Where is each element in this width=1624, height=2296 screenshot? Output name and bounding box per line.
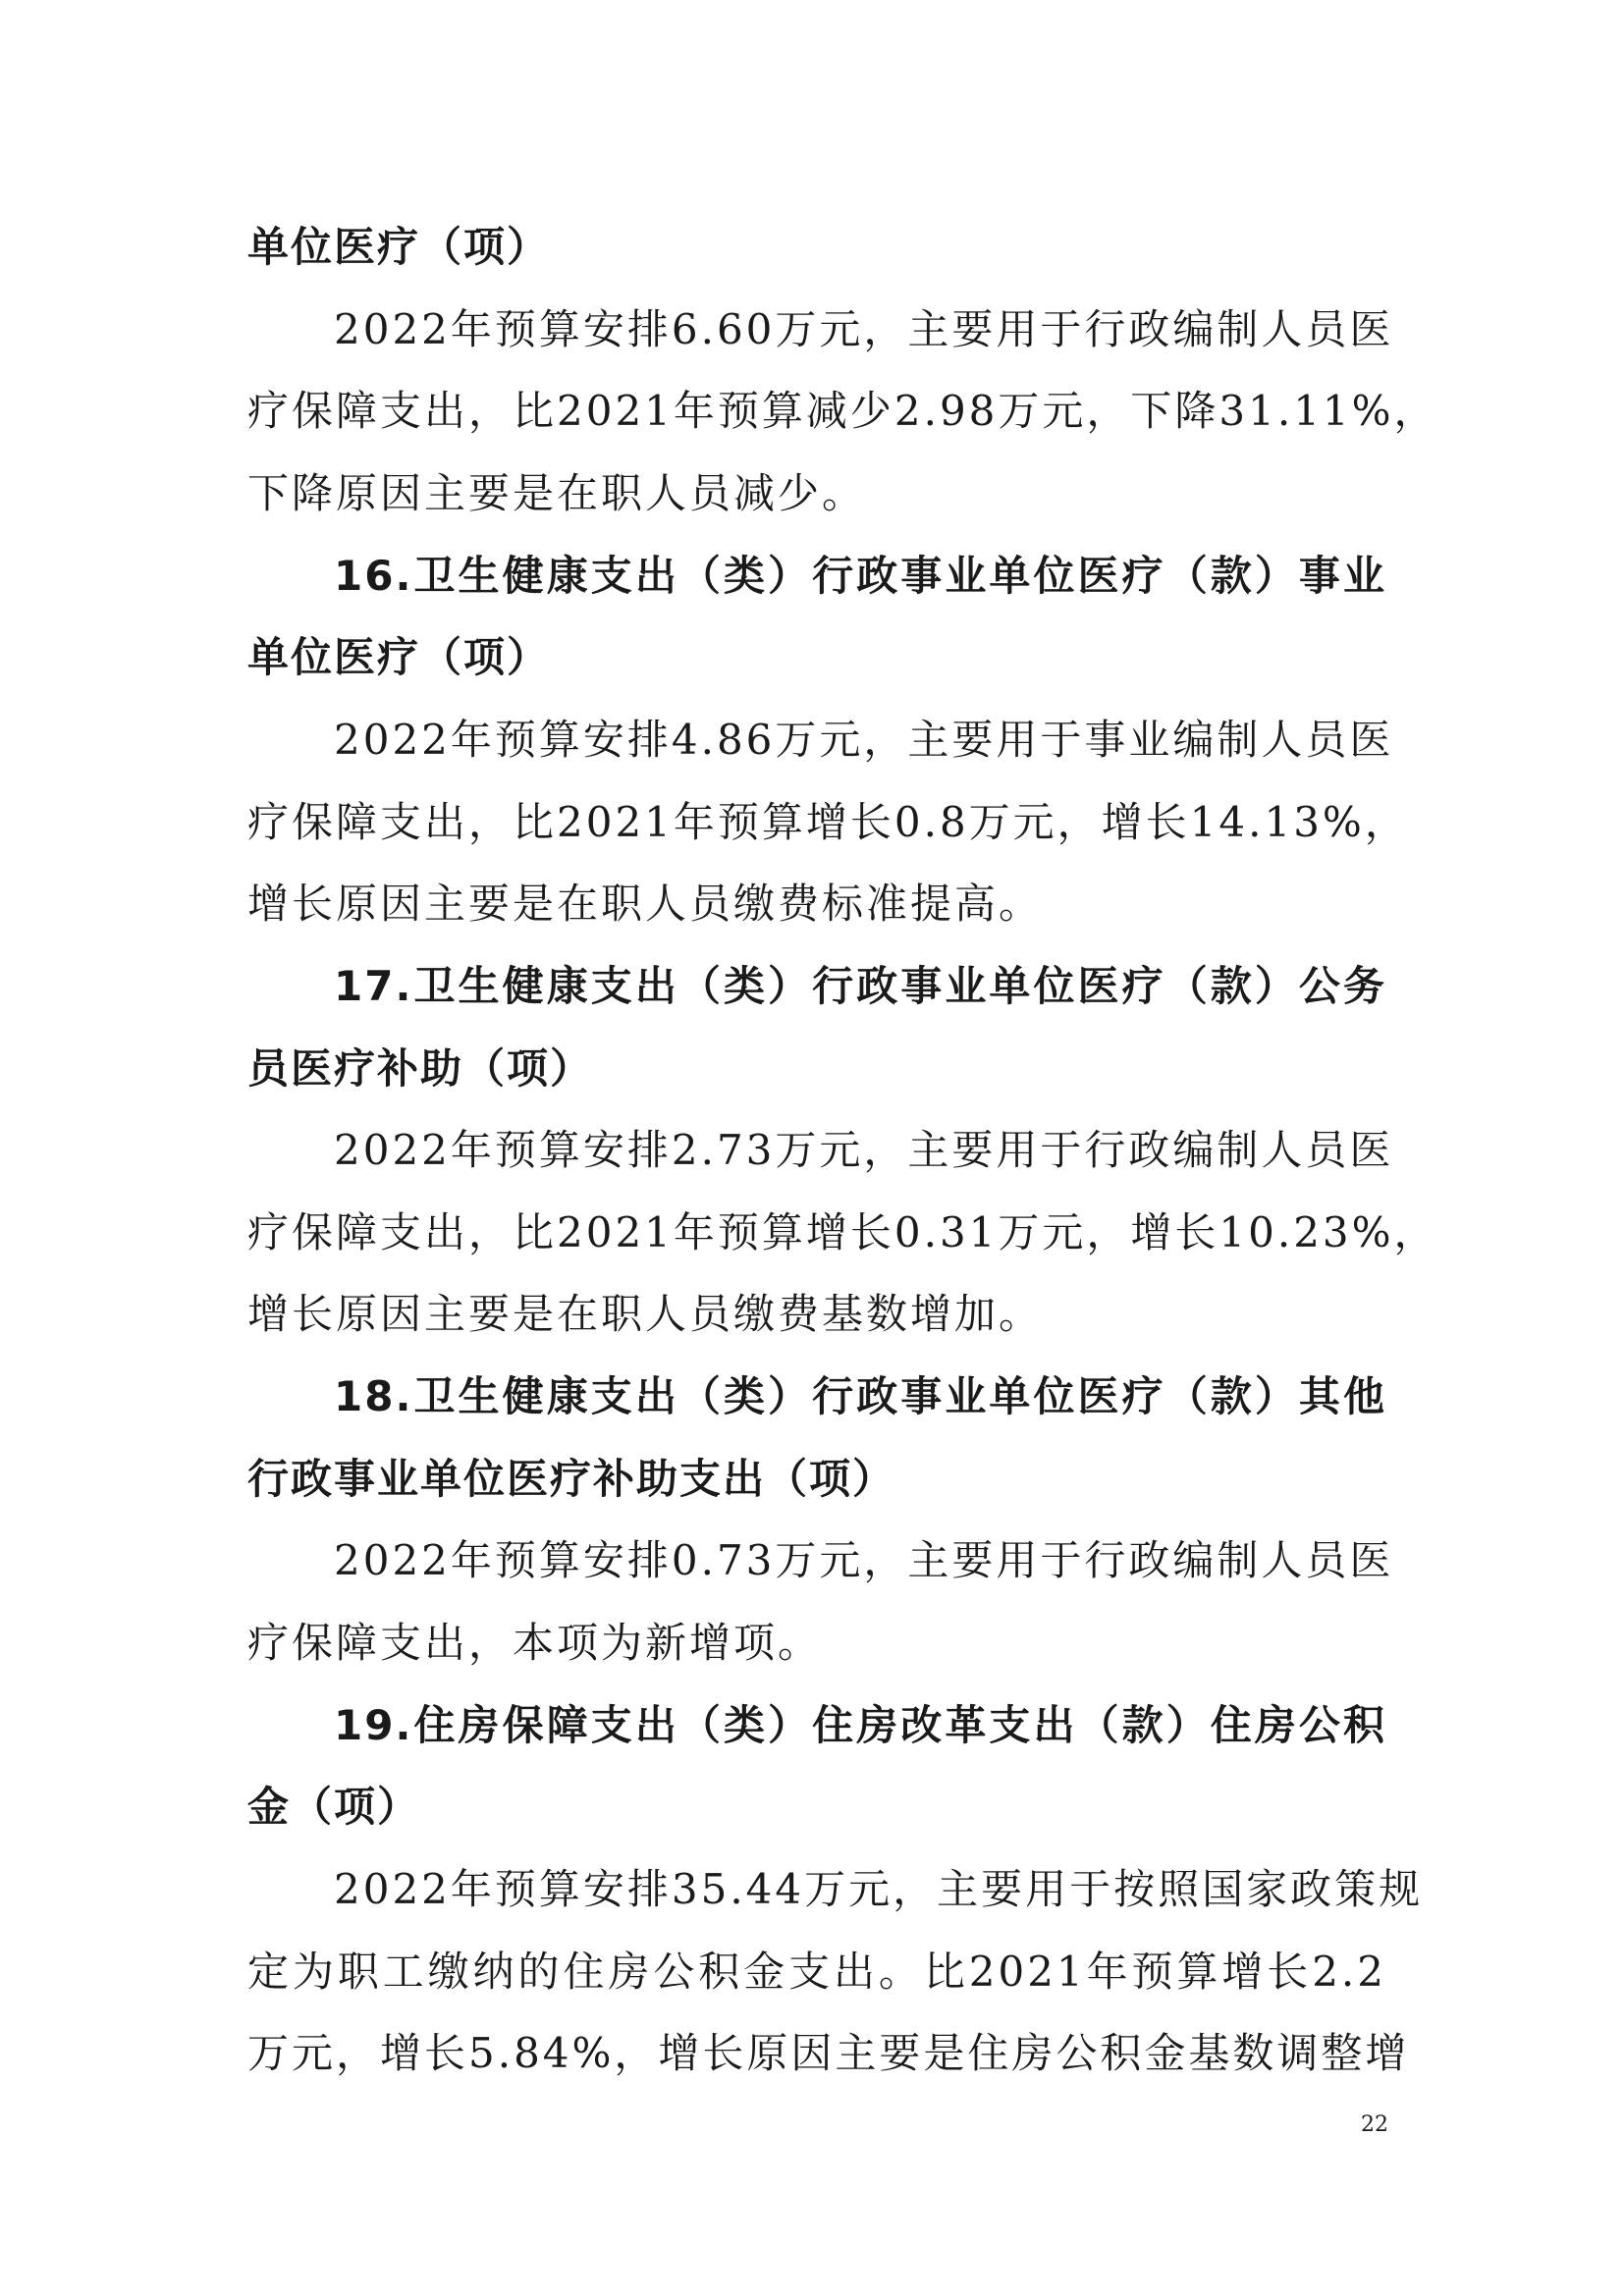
paragraph-line: 疗保障支出，本项为新增项。 xyxy=(247,1619,823,1667)
section-heading-17: 17.卫生健康支出（类）行政事业单位医疗（款）公务 xyxy=(334,962,1386,1010)
paragraph-line: 疗保障支出，比2021年预算增长0.8万元，增长14.13%， xyxy=(247,798,1409,846)
section-heading-19: 19.住房保障支出（类）住房改革支出（款）住房公积 xyxy=(334,1701,1386,1749)
section-heading-17-cont: 员医疗补助（项） xyxy=(247,1044,594,1093)
paragraph-line: 疗保障支出，比2021年预算减少2.98万元，下降31.11%， xyxy=(247,387,1438,435)
section-heading-18: 18.卫生健康支出（类）行政事业单位医疗（款）其他 xyxy=(334,1372,1386,1420)
section-heading-16-cont: 单位医疗（项） xyxy=(247,633,551,681)
paragraph-line: 增长原因主要是在职人员缴费基数增加。 xyxy=(247,1290,1044,1338)
paragraph-line: 疗保障支出，比2021年预算增长0.31万元，增长10.23%， xyxy=(247,1208,1438,1256)
paragraph-line: 下降原因主要是在职人员减少。 xyxy=(247,469,867,517)
paragraph-line: 增长原因主要是在职人员缴费标准提高。 xyxy=(247,880,1044,928)
section-heading-19-cont: 金（项） xyxy=(247,1783,421,1831)
section-heading-16: 16.卫生健康支出（类）行政事业单位医疗（款）事业 xyxy=(334,552,1386,600)
section-heading-18-cont: 行政事业单位医疗补助支出（项） xyxy=(247,1455,896,1503)
page-number: 22 xyxy=(1361,2112,1388,2137)
paragraph-line: 万元，增长5.84%，增长原因主要是住房公积金基数调整增 xyxy=(247,2029,1410,2077)
paragraph-line: 2022年预算安排2.73万元，主要用于行政编制人员医 xyxy=(334,1126,1394,1174)
paragraph-line: 2022年预算安排0.73万元，主要用于行政编制人员医 xyxy=(334,1536,1394,1584)
paragraph-line: 定为职工缴纳的住房公积金支出。比2021年预算增长2.2 xyxy=(247,1948,1386,1996)
paragraph-line: 2022年预算安排6.60万元，主要用于行政编制人员医 xyxy=(334,305,1394,353)
heading-continuation: 单位医疗（项） xyxy=(247,223,551,271)
paragraph-line: 2022年预算安排4.86万元，主要用于事业编制人员医 xyxy=(334,716,1394,764)
paragraph-line: 2022年预算安排35.44万元，主要用于按照国家政策规 xyxy=(334,1865,1424,1913)
